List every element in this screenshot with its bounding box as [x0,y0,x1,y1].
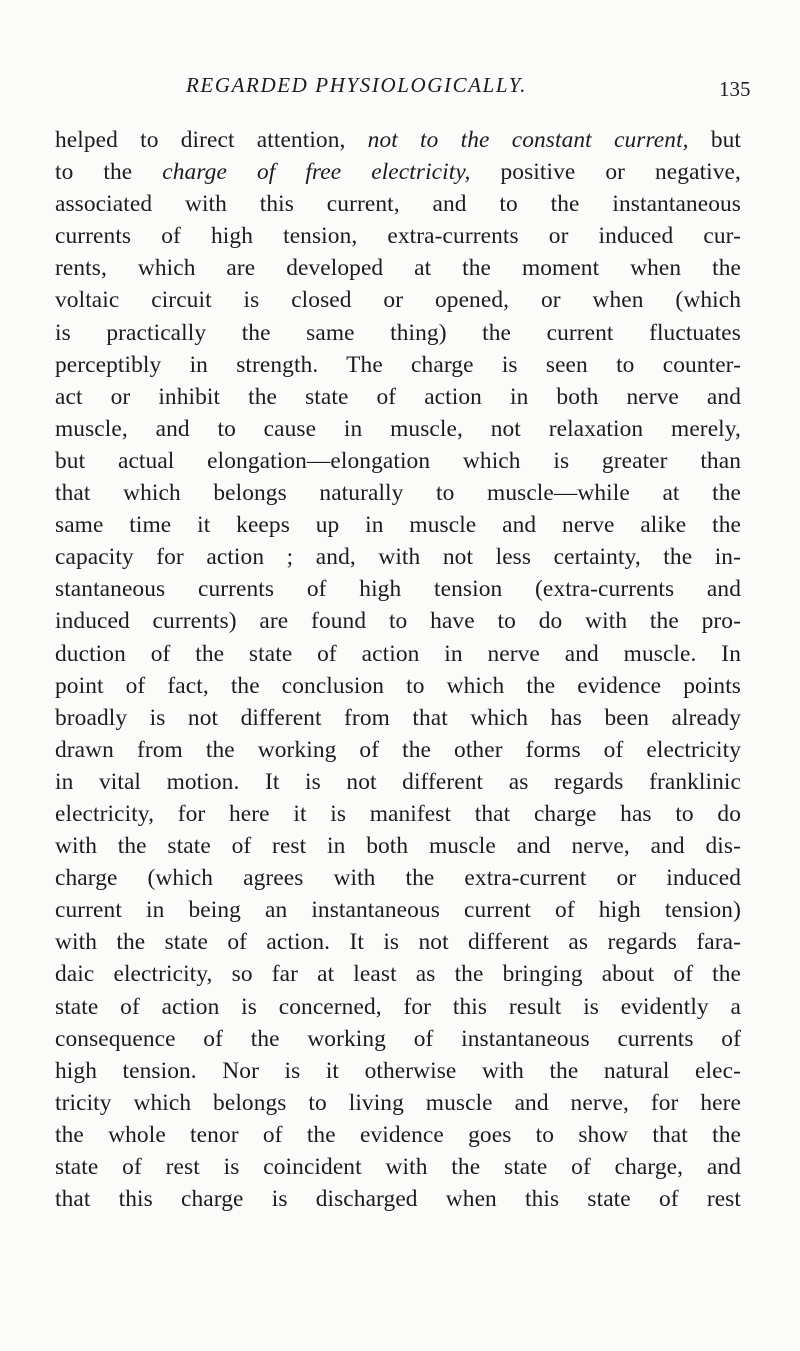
text-line: charge (which agrees with the extra-current or induced [55,865,741,892]
text-line: daic electricity, so far at least as the bringing about of the [55,961,741,988]
text-line: tricity which belongs to living muscle and nerve, for here [55,1089,741,1116]
text-line: perceptibly in strength. The charge is seen to counter- [55,351,741,378]
italic-phrase: not to the constant current, [367,127,689,153]
text-line: capacity for action ; and, with not less certainty, the in- [55,544,741,571]
text-line: electricity, for here it is manifest that charge has to do [55,800,741,827]
running-title: REGARDED PHYSIOLOGICALLY. [186,73,527,97]
text-line: consequence of the working of instantaneous currents of [55,1025,741,1052]
text-line: with the state of rest in both muscle and nerve, and dis- [55,833,741,860]
text-line: state of rest is coincident with the state of charge, and [55,1154,741,1180]
text-line: current in being an instantaneous current of high tension) [55,897,741,924]
text-line: act or inhibit the state of action in both nerve and [55,383,741,410]
text-line: muscle, and to cause in muscle, not relaxation merely, [55,415,741,442]
text-line: currents of high tension, extra-currents or induced cur- [55,223,741,250]
text-line: to the charge of free electricity, positive or negative, [55,159,741,186]
text-line: the whole tenor of the evidence goes to show that the [55,1121,741,1148]
italic-phrase: charge of free electricity, [162,159,471,186]
text-line: same time it keeps up in muscle and nerve alike the [55,512,741,539]
body-text [55,124,741,1215]
text-line: in vital motion. It is not different as regards franklinic [55,768,741,795]
text-line: broadly is not different from that which has been already [55,704,741,731]
text-line: rents, which are developed at the moment when the [55,255,741,282]
text-line: but actual elongation—elongation which is greater than [55,447,741,474]
text-line: high tension. Nor is it otherwise with the natural elec- [55,1057,741,1084]
text-line: stantaneous currents of high tension (extra-currents and [55,576,741,603]
page-number: 135 [719,77,751,101]
text-line: duction of the state of action in nerve and muscle. In [55,640,741,667]
text-line: state of action is concerned, for this result is evidently a [55,993,741,1020]
text-line: with the state of action. It is not different as regards fara- [55,929,741,956]
running-head [0,72,800,112]
text-line: that which belongs naturally to muscle—while at the [55,480,741,507]
text-line: voltaic circuit is closed or opened, or when (which [55,287,741,314]
text-line: associated with this current, and to the instantaneous [55,191,741,218]
text-line: that this charge is discharged when this state of rest [55,1186,741,1213]
text-line: helped to direct attention, not to the constant current, but [55,127,742,153]
text-line: induced currents) are found to have to do with the pro- [55,608,741,635]
text-line: drawn from the working of the other forms of electricity [55,736,741,763]
text-line: is practically the same thing) the current fluctuates [55,319,741,346]
text-line: point of fact, the conclusion to which the evidence points [55,672,741,699]
